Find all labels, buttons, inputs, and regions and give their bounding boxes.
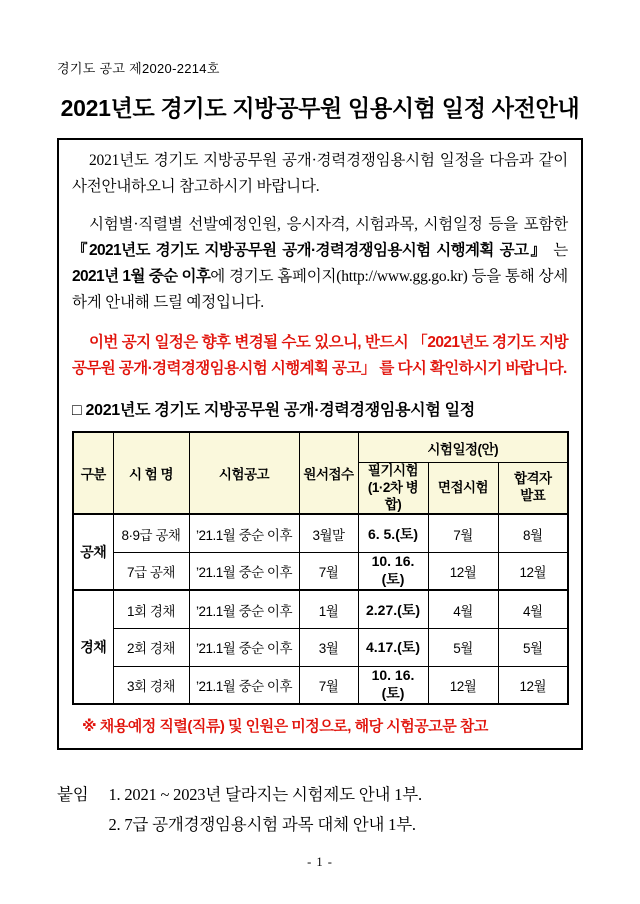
header-apply: 원서접수 <box>299 432 358 514</box>
header-gubun: 구분 <box>73 432 113 514</box>
doc-number: 경기도 공고 제2020-2214호 <box>57 61 220 76</box>
paragraph-plan-bold-title: 『2021년도 경기도 지방공무원 공개·경력경쟁임용시험 시행계획 공고』 <box>72 242 548 260</box>
paragraph-plan-lead: 시험별·직렬별 선발예정인원, 응시자격, 시험과목, 시험일정 등을 포함한 <box>89 216 568 234</box>
attachment-item: 1. 2021 ~ 2023년 달라지는 시험제도 안내 1부. <box>108 785 422 805</box>
cell-exam-name: 2회 경채 <box>113 628 189 666</box>
cell-interview: 12월 <box>428 552 498 590</box>
paragraph-plan-bold-date: 2021년 1월 중순 이후 <box>72 268 211 286</box>
header-exam-name: 시 험 명 <box>113 432 189 514</box>
cell-interview: 7월 <box>428 514 498 552</box>
schedule-table <box>72 431 569 705</box>
notice-box <box>57 138 583 750</box>
header-pass-line2: 발표 <box>520 488 546 504</box>
cell-exam-name: 7급 공채 <box>113 552 189 590</box>
table-row <box>73 666 568 704</box>
schedule-table-header <box>73 432 568 514</box>
cell-pass: 5월 <box>498 628 568 666</box>
header-pass-line1: 합격자 <box>513 471 552 487</box>
warning-text: 이번 공지 일정은 향후 변경될 수도 있으니, 반드시 「2021년도 경기도 지방공무원 공개·경력경쟁임용시험 시행계획 공고」 를 다시 확인하시기 바랍니다. <box>72 334 568 377</box>
paragraph-plan-mid: 는 <box>547 242 568 260</box>
cell-apply: 3월말 <box>299 514 358 552</box>
table-row <box>73 628 568 666</box>
cell-interview: 5월 <box>428 628 498 666</box>
header-written-line2: (1·2차 병합) <box>367 479 419 512</box>
cell-exam-name: 8·9급 공채 <box>113 514 189 552</box>
cell-announce: ’21.1월 중순 이후 <box>189 514 299 552</box>
cell-pass: 8월 <box>498 514 568 552</box>
schedule-section-heading: □ 2021년도 경기도 지방공무원 공개·경력경쟁임용시험 일정 <box>72 402 475 420</box>
cell-announce: ’21.1월 중순 이후 <box>189 590 299 628</box>
paragraph-intro: 2021년도 경기도 지방공무원 공개·경력경쟁임용시험 일정을 다음과 같이 사전안내하오니 참고하시기 바랍니다. <box>72 152 568 196</box>
header-written <box>358 462 428 514</box>
cell-announce: ’21.1월 중순 이후 <box>189 628 299 666</box>
table-row <box>73 514 568 552</box>
cell-pass: 12월 <box>498 666 568 704</box>
header-written-line1: 필기시험 <box>367 462 419 478</box>
attachments-list <box>108 780 421 839</box>
cell-pass: 12월 <box>498 552 568 590</box>
paragraph-plan-announce <box>72 212 568 316</box>
cell-announce: ’21.1월 중순 이후 <box>189 552 299 590</box>
cell-apply: 7월 <box>299 552 358 590</box>
header-schedule-group: 시험일정(안) <box>358 432 568 462</box>
cell-written: 2.27.(토) <box>358 590 428 628</box>
cell-apply: 7월 <box>299 666 358 704</box>
page-title: 2021년도 경기도 지방공무원 임용시험 일정 사전안내 <box>60 95 580 121</box>
cell-pass: 4월 <box>498 590 568 628</box>
cell-written: 4.17.(토) <box>358 628 428 666</box>
attachments-label: 붙임 <box>57 785 89 805</box>
header-announce: 시험공고 <box>189 432 299 514</box>
cell-written: 6. 5.(토) <box>358 514 428 552</box>
cell-interview: 4월 <box>428 590 498 628</box>
cell-apply: 1월 <box>299 590 358 628</box>
attachment-item: 2. 7급 공개경쟁임용시험 과목 대체 안내 1부. <box>108 815 416 835</box>
cell-written: 10. 16.(토) <box>358 552 428 590</box>
header-interview: 면접시험 <box>428 462 498 514</box>
table-row <box>73 552 568 590</box>
cell-exam-name: 3회 경채 <box>113 666 189 704</box>
cell-announce: ’21.1월 중순 이후 <box>189 666 299 704</box>
cell-written: 10. 16.(토) <box>358 666 428 704</box>
group-cell-gongchae: 공채 <box>73 514 113 590</box>
group-cell-gyeongchae: 경채 <box>73 590 113 704</box>
cell-exam-name: 1회 경채 <box>113 590 189 628</box>
header-pass <box>498 462 568 514</box>
table-row <box>73 590 568 628</box>
cell-apply: 3월 <box>299 628 358 666</box>
table-note: ※ 채용예정 직렬(직류) 및 인원은 미정으로, 해당 시험공고문 참고 <box>82 718 488 736</box>
paragraph-plan-tail: 에 경기도 홈페이지(http://www.gg.go.kr) 등을 통해 상세하게 안내해 드릴 예정입니다. <box>72 268 568 312</box>
cell-interview: 12월 <box>428 666 498 704</box>
page-number: - 1 - <box>307 855 333 869</box>
attachments <box>57 780 583 839</box>
